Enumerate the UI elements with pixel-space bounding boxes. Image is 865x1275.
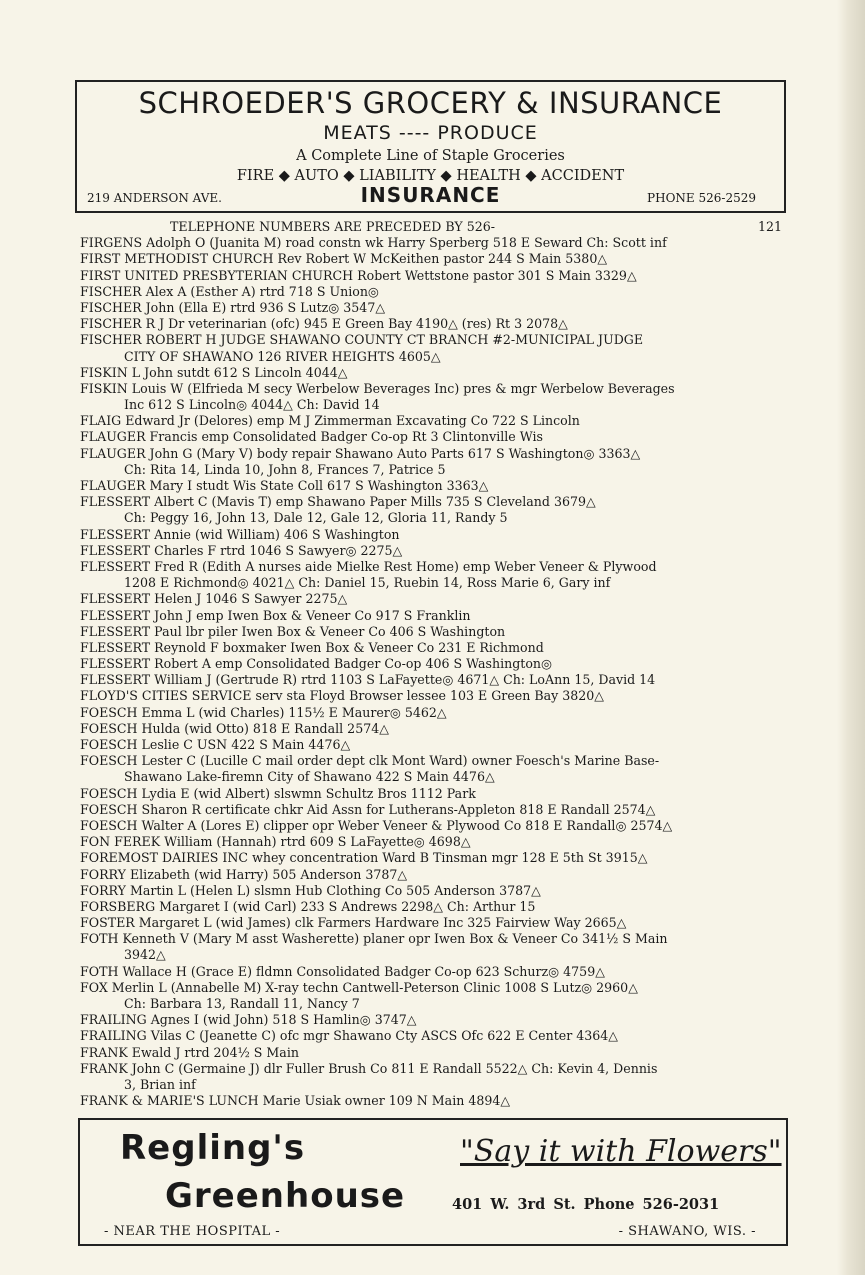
listing-continuation: Shawano Lake-firemn City of Shawano 422 S Main 4476△ — [124, 769, 495, 785]
listing-entry: FOTH Kenneth V (Mary M asst Washerette) planer opr Iwen Box & Veneer Co 341½ S Main — [80, 931, 668, 947]
listing-entry: FLESSERT Charles F rtrd 1046 S Sawyer◎ 2275△ — [80, 542, 403, 558]
listing-entry: FRAILING Vilas C (Jeanette C) ofc mgr Shawano Cty ASCS Ofc 622 E Center 4364△ — [80, 1028, 618, 1044]
listing-entry: FLAUGER Mary I studt Wis State Coll 617 S Washington 3363△ — [80, 478, 489, 493]
listing-entry: FOREMOST DAIRIES INC whey concentration Ward B Tinsman mgr 128 E 5th St 3915△ — [80, 850, 648, 866]
listing-entry: FISKIN L John sutdt 612 S Lincoln 4044△ — [80, 364, 348, 380]
ad-title: SCHROEDER'S GROCERY & INSURANCE — [138, 86, 723, 120]
listing-entry: FISCHER John (Ella E) rtrd 936 S Lutz◎ 3547△ — [80, 299, 386, 315]
directory-listing — [80, 219, 792, 1109]
ad-location-left: - NEAR THE HOSPITAL - — [104, 1224, 281, 1239]
listing-entry: FLAIG Edward Jr (Delores) emp M J Zimmerman Excavating Co 722 S Lincoln — [80, 413, 580, 429]
listing-entry: FOESCH Lester C (Lucille C mail order dept clk Mont Ward) owner Foesch's Marine Base- — [80, 753, 660, 769]
listing-entry: FIRST UNITED PRESBYTERIAN CHURCH Robert Wettstone pastor 301 S Main 3329△ — [80, 267, 637, 283]
ad-insurance: INSURANCE — [360, 183, 501, 207]
listing-entry: FLAUGER John G (Mary V) body repair Shawano Auto Parts 617 S Washington◎ 3363△ — [80, 445, 641, 461]
listing-continuation: Ch: Rita 14, Linda 10, John 8, Frances 7, Patrice 5 — [124, 461, 446, 477]
ad-tagline: A Complete Line of Staple Groceries — [296, 148, 565, 164]
listing-entry: FIRGENS Adolph O (Juanita M) road constn wk Harry Sperberg 518 E Seward Ch: Scott inf — [80, 235, 667, 251]
ad-address: 219 ANDERSON AVE. — [87, 191, 222, 205]
listing-entry: FOESCH Leslie C USN 422 S Main 4476△ — [80, 737, 351, 752]
ad-address-phone: 401 W. 3rd St. Phone 526-2031 — [452, 1196, 720, 1213]
listing-entry: FLESSERT Helen J 1046 S Sawyer 2275△ — [80, 591, 348, 607]
listing-entry: FLESSERT John J emp Iwen Box & Veneer Co 917 S Franklin — [80, 607, 471, 623]
listing-entry: FOESCH Walter A (Lores E) clipper opr Weber Veneer & Plywood Co 818 E Randall◎ 2574△ — [80, 817, 673, 833]
listing-continuation: Ch: Peggy 16, John 13, Dale 12, Gale 12, Gloria 11, Randy 5 — [124, 510, 508, 526]
ad-name-line1: Regling's — [120, 1128, 306, 1168]
listing-entry: FLESSERT Robert A emp Consolidated Badger Co-op 406 S Washington◎ — [80, 656, 553, 672]
listing-entry: FLESSERT Reynold F boxmaker Iwen Box & Veneer Co 231 E Richmond — [80, 639, 544, 655]
listing-entry: FOTH Wallace H (Grace E) fldmn Consolidated Badger Co-op 623 Schurz◎ 4759△ — [80, 963, 605, 979]
listing-entry: FORSBERG Margaret I (wid Carl) 233 S Andrews 2298△ Ch: Arthur 15 — [80, 898, 536, 914]
listing-entry: FLESSERT Annie (wid William) 406 S Washington — [80, 526, 400, 542]
listing-entry: FRANK John C (Germaine J) dlr Fuller Brush Co 811 E Randall 5522△ Ch: Kevin 4, Dennis — [80, 1060, 658, 1076]
listing-entry: FOESCH Hulda (wid Otto) 818 E Randall 2574△ — [80, 720, 389, 736]
schroeders-grocery-ad — [75, 80, 786, 213]
listing-entry: FRAILING Agnes I (wid John) 518 S Hamlin◎ 3747△ — [80, 1012, 417, 1028]
ad-location-right: - SHAWANO, WIS. - — [618, 1224, 756, 1239]
listing-entry: FRANK & MARIE'S LUNCH Marie Usiak owner 109 N Main 4894△ — [80, 1093, 511, 1109]
listing-continuation: 3942△ — [124, 947, 166, 963]
listing-entry: FLESSERT William J (Gertrude R) rtrd 1103 S LaFayette◎ 4671△ Ch: LoAnn 15, David 14 — [80, 672, 656, 688]
listing-entry: FOESCH Emma L (wid Charles) 115½ E Maurer◎ 5462△ — [80, 704, 447, 720]
page-number: 121 — [757, 219, 782, 234]
listing-entry: FISCHER ROBERT H JUDGE SHAWANO COUNTY CT BRANCH #2-MUNICIPAL JUDGE — [80, 332, 644, 348]
listing-entry: FORRY Martin L (Helen L) slsmn Hub Clothing Co 505 Anderson 3787△ — [80, 882, 541, 898]
listing-entry: FISCHER R J Dr veterinarian (ofc) 945 E Green Bay 4190△ (res) Rt 3 2078△ — [80, 316, 568, 332]
listing-entry: FISCHER Alex A (Esther A) rtrd 718 S Union◎ — [80, 283, 379, 299]
listing-entry: FLAUGER Francis emp Consolidated Badger Co-op Rt 3 Clintonville Wis — [80, 429, 543, 445]
listing-entry: FON FEREK William (Hannah) rtrd 609 S LaFayette◎ 4698△ — [80, 834, 471, 850]
listing-entry: FORRY Elizabeth (wid Harry) 505 Anderson 3787△ — [80, 866, 408, 882]
ad-insurance-lines: FIRE ◆ AUTO ◆ LIABILITY ◆ HEALTH ◆ ACCIDENT — [236, 168, 625, 184]
listing-entry: FISKIN Louis W (Elfrieda M secy Werbelow Beverages Inc) pres & mgr Werbelow Beverages — [80, 380, 675, 396]
listing-continuation: 3, Brian inf — [124, 1076, 196, 1092]
listing-entry: FIRST METHODIST CHURCH Rev Robert W McKeithen pastor 244 S Main 5380△ — [80, 251, 608, 267]
ad-slogan: "Say it with Flowers" — [460, 1134, 782, 1169]
listing-continuation: CITY OF SHAWANO 126 RIVER HEIGHTS 4605△ — [124, 348, 441, 364]
listing-entry: FLESSERT Paul lbr piler Iwen Box & Veneer Co 406 S Washington — [80, 623, 506, 639]
listing-entry: FOESCH Lydia E (wid Albert) slswmn Schultz Bros 1112 Park — [80, 785, 476, 801]
phone-prefix-note: TELEPHONE NUMBERS ARE PRECEDED BY 526- — [170, 219, 496, 234]
listing-entry: FLESSERT Albert C (Mavis T) emp Shawano Paper Mills 735 S Cleveland 3679△ — [80, 494, 596, 510]
listing-entry: FOSTER Margaret L (wid James) clk Farmers Hardware Inc 325 Fairview Way 2665△ — [80, 915, 627, 931]
listing-entry: FRANK Ewald J rtrd 204½ S Main — [80, 1044, 299, 1060]
listing-continuation: Inc 612 S Lincoln◎ 4044△ Ch: David 14 — [124, 397, 380, 413]
ad-phone: PHONE 526-2529 — [647, 191, 756, 205]
ad-subtitle: MEATS ---- PRODUCE — [323, 122, 538, 144]
reglings-greenhouse-ad — [78, 1118, 788, 1246]
page-edge — [837, 0, 865, 1275]
listing-entry: FOESCH Sharon R certificate chkr Aid Assn for Lutherans-Appleton 818 E Randall 2574△ — [80, 801, 656, 817]
listing-entry: FLOYD'S CITIES SERVICE serv sta Floyd Browser lessee 103 E Green Bay 3820△ — [80, 688, 604, 704]
listing-entry: FOX Merlin L (Annabelle M) X-ray techn Cantwell-Peterson Clinic 1008 S Lutz◎ 2960△ — [80, 979, 638, 995]
listing-header — [80, 219, 792, 235]
listing-continuation: 1208 E Richmond◎ 4021△ Ch: Daniel 15, Ruebin 14, Ross Marie 6, Gary inf — [124, 575, 611, 591]
listing-continuation: Ch: Barbara 13, Randall 11, Nancy 7 — [124, 996, 360, 1011]
ad-name-line2: Greenhouse — [165, 1176, 406, 1216]
listing-entry: FLESSERT Fred R (Edith A nurses aide Mielke Rest Home) emp Weber Veneer & Plywood — [80, 558, 657, 574]
